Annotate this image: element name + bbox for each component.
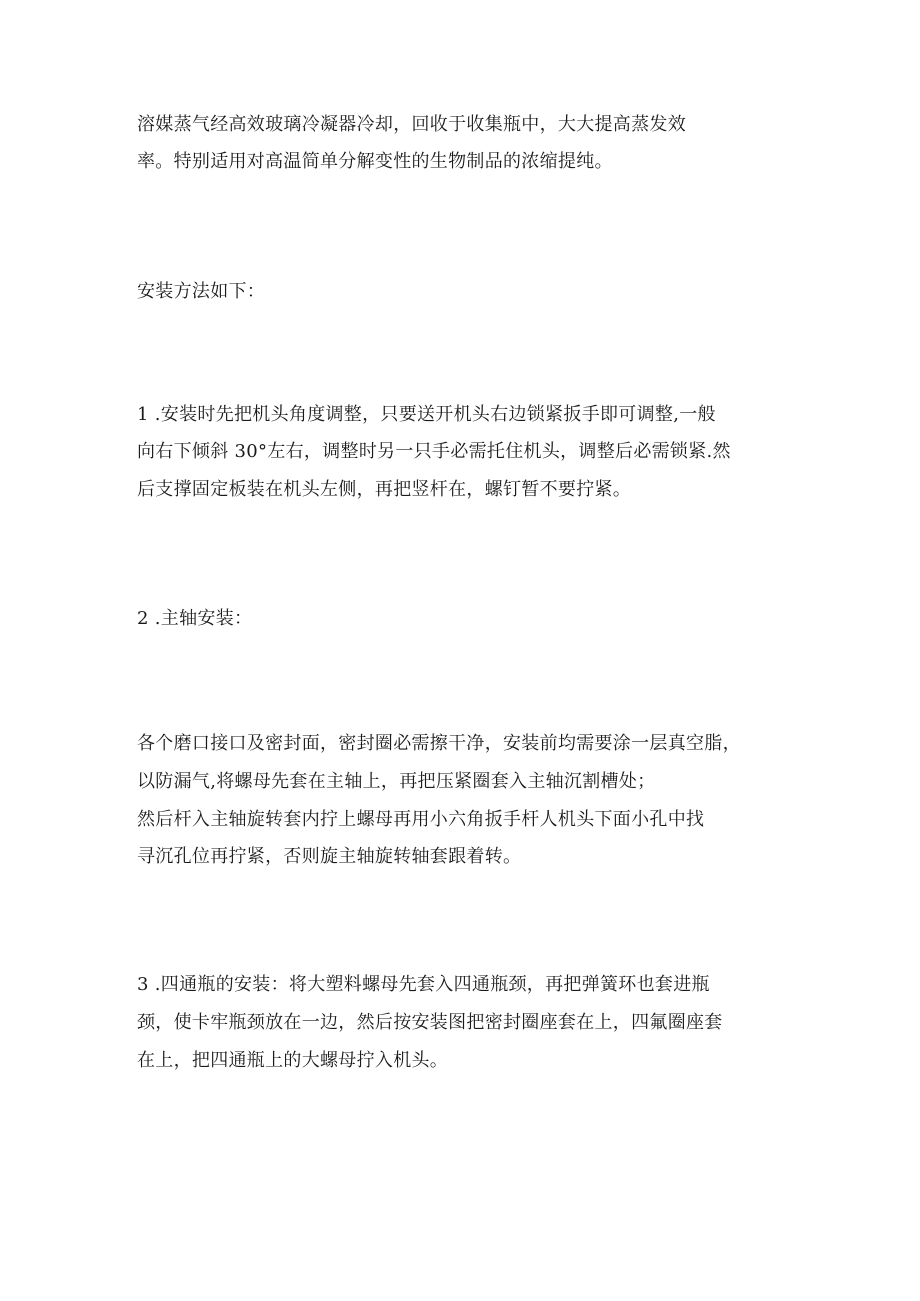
step2-title: 2 .主轴安装：: [137, 608, 253, 629]
step3-line-1: 3 .四通瓶的安装：将大塑料螺母先套入四通瓶颈，再把弹簧环也套进瓶: [137, 974, 710, 995]
step1-line-2: 向右下倾斜 30°左右，调整时另一只手必需托住机头，调整后必需锁紧.然: [137, 441, 731, 462]
intro-line-2: 率。特别适用对高温简单分解变性的生物制品的浓缩提纯。: [137, 151, 613, 172]
step2-para2-line-2: 寻沉孔位再拧紧，否则旋主轴旋转轴套跟着转。: [137, 846, 522, 867]
step1-line-1: 1 .安装时先把机头角度调整，只要送开机头右边锁紧扳手即可调整,一般: [137, 404, 716, 425]
step3-line-2: 颈，使卡牢瓶颈放在一边，然后按安装图把密封圈座套在上，四氟圈座套: [137, 1012, 723, 1033]
step2-para1-line-1: 各个磨口接口及密封面，密封圈必需擦干净，安装前均需要涂一层真空脂，: [137, 733, 741, 754]
step1-line-3: 后支撑固定板装在机头左侧，再把竖杆在，螺钉暂不要拧紧。: [137, 479, 632, 500]
step3-line-3: 在上，把四通瓶上的大螺母拧入机头。: [137, 1050, 449, 1071]
step2-para2-line-1: 然后杆入主轴旋转套内拧上螺母再用小六角扳手杆人机头下面小孔中找: [137, 809, 705, 830]
section-heading: 安装方法如下：: [137, 281, 266, 302]
step2-para1-line-2: 以防漏气,将螺母先套在主轴上，再把压紧圈套入主轴沉割槽处；: [137, 771, 656, 792]
intro-line-1: 溶媒蒸气经高效玻璃冷凝器冷却，回收于收集瓶中，大大提高蒸发效: [137, 114, 686, 135]
